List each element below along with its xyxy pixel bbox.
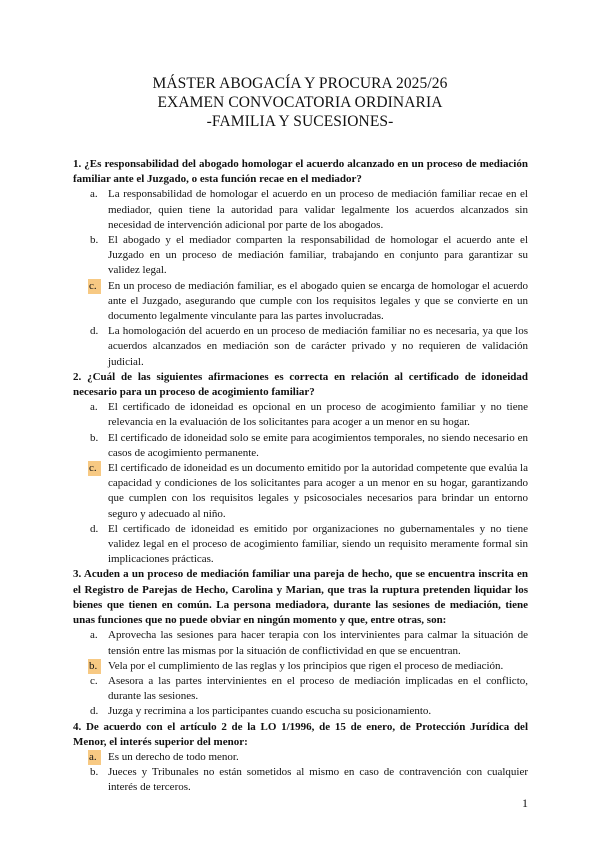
option-a-highlighted	[73, 750, 528, 765]
option-letter: b.	[90, 234, 99, 247]
options-list	[73, 400, 528, 567]
option-c-highlighted	[73, 279, 528, 325]
option-d	[73, 704, 528, 719]
option-c	[73, 674, 528, 704]
option-letter-highlight: b.	[88, 659, 101, 674]
option-text: La homologación del acuerdo en un proceso de mediación familiar no es necesaria, ya que los acuerdos alcanzados en mediación son de carácter privado y no requieren de validación judicial.	[108, 325, 528, 368]
option-letter: a.	[90, 629, 98, 642]
question-2	[73, 370, 528, 568]
option-text: Asesora a las partes intervinientes en el proceso de mediación implicadas en el conflicto, durante las sesiones.	[108, 674, 528, 703]
option-text: Aprovecha las sesiones para hacer terapia con los intervinientes para calmar la situación de tensión entre las mismas por la situación de conflictividad en que se encuentran.	[108, 629, 528, 657]
option-letter: a.	[90, 401, 98, 414]
option-letter: c.	[90, 674, 98, 687]
option-letter: b.	[90, 431, 99, 444]
option-text: El certificado de idoneidad es opcional en un proceso de acogimiento familiar y no tiene relevancia en la evaluación de los solicitantes para acoger a un menor en su hogar.	[108, 401, 528, 429]
options-list	[73, 628, 528, 719]
option-letter: b.	[90, 766, 99, 779]
option-text: Juzga y recrimina a los participantes cuando escucha su posicionamiento.	[108, 705, 432, 718]
header-title: MÁSTER ABOGACÍA Y PROCURA 2025/26	[152, 75, 448, 92]
question-text: 2. ¿Cuál de las siguientes afirmaciones es correcta en relación al certificado de idoneidad necesario para un proceso de acogimiento familiar?	[73, 370, 528, 399]
option-b	[73, 233, 528, 279]
option-text: El certificado de idoneidad solo se emite para acogimientos temporales, no siendo necesario en casos de acogimiento permanente.	[108, 431, 528, 459]
option-text: En un proceso de mediación familiar, es el abogado quien se encarga de homologar el acuerdo ante el Juzgado, asegurando que cumple con los requisitos legales y que se convierte en un documento legalmente vinculante para las partes involucradas.	[108, 279, 528, 323]
option-text: Vela por el cumplimiento de las reglas y los principios que rigen el proceso de mediación.	[108, 659, 504, 672]
option-a	[73, 400, 528, 430]
option-b-highlighted	[73, 659, 528, 674]
option-text: La responsabilidad de homologar el acuerdo en un proceso de mediación familiar recae en el mediador, quien tiene la autoridad para validar legalmente los acuerdos alcanzados sin necesidad de intervención adicional por parte de los abogados.	[108, 188, 528, 231]
option-a	[73, 187, 528, 233]
option-d	[73, 522, 528, 568]
option-b	[73, 765, 528, 795]
option-a	[73, 628, 528, 658]
option-letter-highlight: c.	[88, 279, 101, 294]
option-b	[73, 431, 528, 461]
options-list	[73, 750, 528, 796]
header-subject: -FAMILIA Y SUCESIONES-	[206, 113, 394, 130]
question-3	[73, 567, 528, 719]
options-list	[73, 187, 528, 369]
header-subtitle: EXAMEN CONVOCATORIA ORDINARIA	[157, 94, 443, 111]
option-letter: a.	[90, 188, 98, 201]
question-4	[73, 720, 528, 796]
option-letter: d.	[90, 705, 99, 718]
option-text: El certificado de idoneidad es emitido por organizaciones no gubernamentales y no tiene validez legal en el proceso de acogimiento familiar, siendo un requisito meramente formal sin implicaciones prácticas.	[108, 522, 528, 566]
question-text: 4. De acuerdo con el artículo 2 de la LO 1/1996, de 15 de enero, de Protección Jurídica del Menor, el interés superior del menor:	[73, 720, 528, 748]
option-text: Jueces y Tribunales no están sometidos al mismo en caso de contravención con cualquier interés de terceros.	[108, 766, 528, 794]
document-header	[0, 74, 600, 131]
option-text: El abogado y el mediador comparten la responsabilidad de homologar el acuerdo ante el Juzgado en un proceso de mediación familiar, trabajando en conjunto para garantizar su validez legal.	[108, 234, 528, 277]
option-text: El certificado de idoneidad es un documento emitido por la autoridad competente que evalúa la capacidad y condiciones de los solicitantes para acoger a un menor en su hogar, garantizando que cumplen con los requisitos legales y psicosociales necesarios para brindar un entorno seguro y adecuado al niño.	[108, 462, 528, 520]
option-letter: d.	[90, 325, 99, 338]
option-d	[73, 324, 528, 370]
option-letter: d.	[90, 522, 99, 535]
option-text: Es un derecho de todo menor.	[108, 750, 239, 763]
page-number: 1	[522, 796, 528, 810]
option-c-highlighted	[73, 461, 528, 522]
question-text: 1. ¿Es responsabilidad del abogado homologar el acuerdo alcanzado en un proceso de mediación familiar ante el Juzgado, o esta función recae en el mediador?	[73, 158, 528, 186]
question-1	[73, 157, 528, 370]
question-text: 3. Acuden a un proceso de mediación familiar una pareja de hecho, que se encuentra inscrita en el Registro de Parejas de Hecho, Carolina y Marian, que tras la ruptura pretenden liquidar los bienes que tienen en común. La persona mediadora, durante las sesiones de mediación, tiene unas funciones que no puede obviar en ningún momento y que, entre otras, son:	[73, 568, 528, 627]
option-letter-highlight: a.	[88, 750, 101, 765]
option-letter-highlight: c.	[88, 461, 101, 476]
exam-content	[73, 157, 528, 796]
